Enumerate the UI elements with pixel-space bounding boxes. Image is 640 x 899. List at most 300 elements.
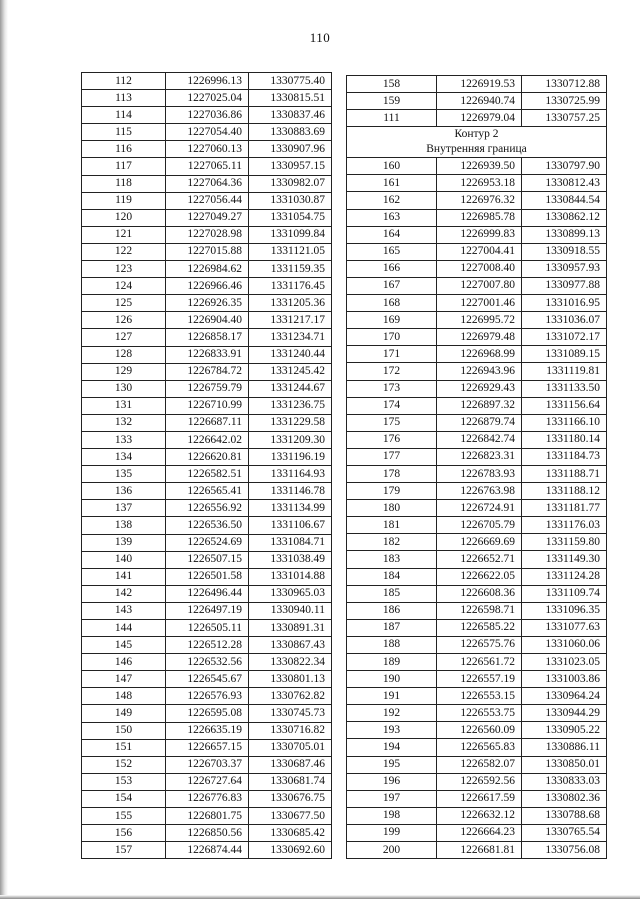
point-number-cell: 119 bbox=[82, 192, 166, 209]
x-coordinate-cell: 1226996.13 bbox=[166, 73, 249, 90]
point-number-cell: 155 bbox=[82, 808, 166, 825]
point-number-cell: 186 bbox=[347, 602, 437, 619]
point-number-cell: 130 bbox=[82, 380, 166, 397]
x-coordinate-cell: 1226874.44 bbox=[166, 842, 249, 859]
point-number-cell: 184 bbox=[347, 568, 437, 585]
table-row bbox=[347, 619, 607, 636]
x-coordinate-cell: 1226664.23 bbox=[437, 824, 522, 841]
y-coordinate-cell: 1330765.54 bbox=[522, 824, 607, 841]
point-number-cell: 182 bbox=[347, 534, 437, 551]
table-row bbox=[82, 534, 332, 551]
y-coordinate-cell: 1331244.67 bbox=[249, 380, 332, 397]
point-number-cell: 127 bbox=[82, 329, 166, 346]
table-row bbox=[347, 534, 607, 551]
point-number-cell: 152 bbox=[82, 756, 166, 773]
y-coordinate-cell: 1331159.35 bbox=[249, 261, 332, 278]
table-row bbox=[347, 158, 607, 175]
point-number-cell: 124 bbox=[82, 278, 166, 295]
point-number-cell: 163 bbox=[347, 209, 437, 226]
y-coordinate-cell: 1331036.07 bbox=[522, 312, 607, 329]
table-row bbox=[347, 602, 607, 619]
y-coordinate-cell: 1330745.73 bbox=[249, 705, 332, 722]
point-number-cell: 145 bbox=[82, 637, 166, 654]
y-coordinate-cell: 1331077.63 bbox=[522, 619, 607, 636]
x-coordinate-cell: 1226557.19 bbox=[437, 671, 522, 688]
x-coordinate-cell: 1226507.15 bbox=[166, 551, 249, 568]
y-coordinate-cell: 1331188.12 bbox=[522, 483, 607, 500]
x-coordinate-cell: 1226501.58 bbox=[166, 568, 249, 585]
table-row bbox=[347, 363, 607, 380]
x-coordinate-cell: 1226801.75 bbox=[166, 808, 249, 825]
table-row bbox=[82, 722, 332, 739]
scan-bottom-shadow bbox=[0, 895, 640, 899]
table-row bbox=[347, 705, 607, 722]
point-number-cell: 176 bbox=[347, 431, 437, 448]
y-coordinate-cell: 1330862.12 bbox=[522, 209, 607, 226]
y-coordinate-cell: 1331038.49 bbox=[249, 551, 332, 568]
x-coordinate-cell: 1226681.81 bbox=[437, 842, 522, 859]
x-coordinate-cell: 1226560.09 bbox=[437, 722, 522, 739]
y-coordinate-cell: 1331133.50 bbox=[522, 380, 607, 397]
y-coordinate-cell: 1331023.05 bbox=[522, 654, 607, 671]
x-coordinate-cell: 1226582.07 bbox=[437, 756, 522, 773]
point-number-cell: 166 bbox=[347, 260, 437, 277]
table-row bbox=[347, 346, 607, 363]
x-coordinate-cell: 1226705.79 bbox=[437, 517, 522, 534]
point-number-cell: 125 bbox=[82, 295, 166, 312]
y-coordinate-cell: 1330677.50 bbox=[249, 808, 332, 825]
table-row bbox=[82, 209, 332, 226]
y-coordinate-cell: 1330801.13 bbox=[249, 671, 332, 688]
x-coordinate-cell: 1226833.91 bbox=[166, 346, 249, 363]
table-row bbox=[82, 739, 332, 756]
table-row bbox=[82, 278, 332, 295]
point-number-cell: 168 bbox=[347, 295, 437, 312]
y-coordinate-cell: 1331245.42 bbox=[249, 363, 332, 380]
x-coordinate-cell: 1226553.75 bbox=[437, 705, 522, 722]
table-row bbox=[347, 483, 607, 500]
point-number-cell: 181 bbox=[347, 517, 437, 534]
table-row bbox=[82, 808, 332, 825]
point-number-cell: 189 bbox=[347, 654, 437, 671]
table-row bbox=[82, 346, 332, 363]
x-coordinate-cell: 1226652.71 bbox=[437, 551, 522, 568]
table-row bbox=[347, 277, 607, 294]
point-number-cell: 120 bbox=[82, 209, 166, 226]
table-row bbox=[82, 107, 332, 124]
point-number-cell: 158 bbox=[347, 76, 437, 93]
y-coordinate-cell: 1331217.17 bbox=[249, 312, 332, 329]
y-coordinate-cell: 1330712.88 bbox=[522, 76, 607, 93]
point-number-cell: 188 bbox=[347, 636, 437, 653]
x-coordinate-cell: 1226823.31 bbox=[437, 448, 522, 465]
contour-title: Контур 2 bbox=[454, 128, 499, 141]
contour-subtitle: Внутренняя граница bbox=[426, 143, 527, 156]
table-row bbox=[347, 209, 607, 226]
point-number-cell: 133 bbox=[82, 431, 166, 448]
y-coordinate-cell: 1330822.34 bbox=[249, 654, 332, 671]
y-coordinate-cell: 1330867.43 bbox=[249, 637, 332, 654]
y-coordinate-cell: 1330692.60 bbox=[249, 842, 332, 859]
point-number-cell: 193 bbox=[347, 722, 437, 739]
point-number-cell: 167 bbox=[347, 277, 437, 294]
table-row bbox=[347, 192, 607, 209]
x-coordinate-cell: 1227001.46 bbox=[437, 295, 522, 312]
x-coordinate-cell: 1226724.91 bbox=[437, 500, 522, 517]
table-row bbox=[347, 671, 607, 688]
table-row bbox=[347, 585, 607, 602]
table-row bbox=[347, 551, 607, 568]
point-number-cell: 169 bbox=[347, 312, 437, 329]
point-number-cell: 180 bbox=[347, 500, 437, 517]
x-coordinate-cell: 1226536.50 bbox=[166, 517, 249, 534]
point-number-cell: 156 bbox=[82, 825, 166, 842]
table-row bbox=[82, 671, 332, 688]
x-coordinate-cell: 1226575.76 bbox=[437, 636, 522, 653]
right-table-top-body bbox=[347, 76, 607, 127]
x-coordinate-cell: 1226608.36 bbox=[437, 585, 522, 602]
table-row bbox=[82, 312, 332, 329]
y-coordinate-cell: 1331016.95 bbox=[522, 295, 607, 312]
y-coordinate-cell: 1331134.99 bbox=[249, 500, 332, 517]
x-coordinate-cell: 1226505.11 bbox=[166, 620, 249, 637]
point-number-cell: 192 bbox=[347, 705, 437, 722]
y-coordinate-cell: 1330725.99 bbox=[522, 93, 607, 110]
y-coordinate-cell: 1330982.07 bbox=[249, 175, 332, 192]
point-number-cell: 199 bbox=[347, 824, 437, 841]
point-number-cell: 162 bbox=[347, 192, 437, 209]
x-coordinate-cell: 1226576.93 bbox=[166, 688, 249, 705]
y-coordinate-cell: 1331084.71 bbox=[249, 534, 332, 551]
point-number-cell: 151 bbox=[82, 739, 166, 756]
point-number-cell: 122 bbox=[82, 243, 166, 260]
x-coordinate-cell: 1226545.67 bbox=[166, 671, 249, 688]
x-coordinate-cell: 1226565.41 bbox=[166, 483, 249, 500]
x-coordinate-cell: 1226939.50 bbox=[437, 158, 522, 175]
point-number-cell: 128 bbox=[82, 346, 166, 363]
y-coordinate-cell: 1330918.55 bbox=[522, 243, 607, 260]
y-coordinate-cell: 1330891.31 bbox=[249, 620, 332, 637]
table-row bbox=[82, 243, 332, 260]
x-coordinate-cell: 1227015.88 bbox=[166, 243, 249, 260]
point-number-cell: 197 bbox=[347, 790, 437, 807]
table-row bbox=[347, 312, 607, 329]
x-coordinate-cell: 1226759.79 bbox=[166, 380, 249, 397]
table-row bbox=[82, 124, 332, 141]
x-coordinate-cell: 1226727.64 bbox=[166, 773, 249, 790]
y-coordinate-cell: 1331236.75 bbox=[249, 397, 332, 414]
x-coordinate-cell: 1226585.22 bbox=[437, 619, 522, 636]
y-coordinate-cell: 1330676.75 bbox=[249, 790, 332, 807]
table-row bbox=[82, 825, 332, 842]
table-row bbox=[82, 756, 332, 773]
y-coordinate-cell: 1330907.96 bbox=[249, 141, 332, 158]
x-coordinate-cell: 1227060.13 bbox=[166, 141, 249, 158]
table-row bbox=[347, 226, 607, 243]
x-coordinate-cell: 1226532.56 bbox=[166, 654, 249, 671]
point-number-cell: 111 bbox=[347, 110, 437, 127]
contour-heading-body bbox=[347, 127, 607, 158]
page-number: 110 bbox=[309, 30, 331, 45]
y-coordinate-cell: 1331030.87 bbox=[249, 192, 332, 209]
table-row bbox=[347, 773, 607, 790]
table-row bbox=[82, 585, 332, 602]
y-coordinate-cell: 1331240.44 bbox=[249, 346, 332, 363]
left-table-body bbox=[82, 73, 332, 859]
table-row bbox=[82, 363, 332, 380]
table-row bbox=[82, 414, 332, 431]
y-coordinate-cell: 1330957.93 bbox=[522, 260, 607, 277]
x-coordinate-cell: 1226784.72 bbox=[166, 363, 249, 380]
scan-edge-shadow bbox=[0, 0, 8, 899]
point-number-cell: 190 bbox=[347, 671, 437, 688]
y-coordinate-cell: 1330797.90 bbox=[522, 158, 607, 175]
x-coordinate-cell: 1227065.11 bbox=[166, 158, 249, 175]
x-coordinate-cell: 1226985.78 bbox=[437, 209, 522, 226]
table-row bbox=[82, 380, 332, 397]
table-row bbox=[82, 688, 332, 705]
coordinates-table-left bbox=[81, 72, 332, 859]
table-row bbox=[82, 397, 332, 414]
x-coordinate-cell: 1227054.40 bbox=[166, 124, 249, 141]
y-coordinate-cell: 1330802.36 bbox=[522, 790, 607, 807]
x-coordinate-cell: 1226763.98 bbox=[437, 483, 522, 500]
x-coordinate-cell: 1226904.40 bbox=[166, 312, 249, 329]
point-number-cell: 134 bbox=[82, 449, 166, 466]
point-number-cell: 140 bbox=[82, 551, 166, 568]
x-coordinate-cell: 1227004.41 bbox=[437, 243, 522, 260]
x-coordinate-cell: 1226592.56 bbox=[437, 773, 522, 790]
point-number-cell: 113 bbox=[82, 90, 166, 107]
table-row bbox=[82, 175, 332, 192]
point-number-cell: 198 bbox=[347, 807, 437, 824]
point-number-cell: 187 bbox=[347, 619, 437, 636]
x-coordinate-cell: 1226919.53 bbox=[437, 76, 522, 93]
y-coordinate-cell: 1331180.14 bbox=[522, 431, 607, 448]
table-row bbox=[347, 739, 607, 756]
table-row bbox=[82, 192, 332, 209]
x-coordinate-cell: 1226879.74 bbox=[437, 414, 522, 431]
table-row bbox=[82, 568, 332, 585]
y-coordinate-cell: 1330850.01 bbox=[522, 756, 607, 773]
y-coordinate-cell: 1331149.30 bbox=[522, 551, 607, 568]
point-number-cell: 160 bbox=[347, 158, 437, 175]
y-coordinate-cell: 1331164.93 bbox=[249, 466, 332, 483]
x-coordinate-cell: 1226565.83 bbox=[437, 739, 522, 756]
x-coordinate-cell: 1226858.17 bbox=[166, 329, 249, 346]
point-number-cell: 185 bbox=[347, 585, 437, 602]
point-number-cell: 114 bbox=[82, 107, 166, 124]
y-coordinate-cell: 1331159.80 bbox=[522, 534, 607, 551]
y-coordinate-cell: 1331089.15 bbox=[522, 346, 607, 363]
table-row bbox=[347, 110, 607, 127]
table-row bbox=[347, 824, 607, 841]
y-coordinate-cell: 1331014.88 bbox=[249, 568, 332, 585]
x-coordinate-cell: 1226710.99 bbox=[166, 397, 249, 414]
table-row bbox=[347, 175, 607, 192]
point-number-cell: 154 bbox=[82, 790, 166, 807]
y-coordinate-cell: 1330837.46 bbox=[249, 107, 332, 124]
y-coordinate-cell: 1331166.10 bbox=[522, 414, 607, 431]
x-coordinate-cell: 1226776.83 bbox=[166, 790, 249, 807]
x-coordinate-cell: 1227049.27 bbox=[166, 209, 249, 226]
point-number-cell: 178 bbox=[347, 465, 437, 482]
coordinates-table-right bbox=[346, 75, 607, 859]
y-coordinate-cell: 1330687.46 bbox=[249, 756, 332, 773]
y-coordinate-cell: 1331096.35 bbox=[522, 602, 607, 619]
table-row bbox=[82, 158, 332, 175]
point-number-cell: 179 bbox=[347, 483, 437, 500]
x-coordinate-cell: 1226595.08 bbox=[166, 705, 249, 722]
table-row bbox=[347, 329, 607, 346]
point-number-cell: 144 bbox=[82, 620, 166, 637]
table-row bbox=[347, 500, 607, 517]
table-row bbox=[347, 654, 607, 671]
y-coordinate-cell: 1330964.24 bbox=[522, 688, 607, 705]
y-coordinate-cell: 1331205.36 bbox=[249, 295, 332, 312]
y-coordinate-cell: 1330756.08 bbox=[522, 842, 607, 859]
y-coordinate-cell: 1330899.13 bbox=[522, 226, 607, 243]
table-row bbox=[82, 773, 332, 790]
x-coordinate-cell: 1226524.69 bbox=[166, 534, 249, 551]
y-coordinate-cell: 1331196.19 bbox=[249, 449, 332, 466]
table-row bbox=[82, 654, 332, 671]
x-coordinate-cell: 1226687.11 bbox=[166, 414, 249, 431]
table-row bbox=[82, 500, 332, 517]
table-row bbox=[82, 517, 332, 534]
y-coordinate-cell: 1330944.29 bbox=[522, 705, 607, 722]
table-row bbox=[82, 226, 332, 243]
point-number-cell: 132 bbox=[82, 414, 166, 431]
y-coordinate-cell: 1330965.03 bbox=[249, 585, 332, 602]
x-coordinate-cell: 1226897.32 bbox=[437, 397, 522, 414]
y-coordinate-cell: 1330812.43 bbox=[522, 175, 607, 192]
table-row bbox=[82, 466, 332, 483]
table-row bbox=[82, 705, 332, 722]
table-row bbox=[82, 483, 332, 500]
point-number-cell: 136 bbox=[82, 483, 166, 500]
y-coordinate-cell: 1330940.11 bbox=[249, 602, 332, 619]
x-coordinate-cell: 1227036.86 bbox=[166, 107, 249, 124]
table-row bbox=[347, 243, 607, 260]
table-row bbox=[347, 790, 607, 807]
table-row bbox=[347, 756, 607, 773]
x-coordinate-cell: 1227007.80 bbox=[437, 277, 522, 294]
x-coordinate-cell: 1226984.62 bbox=[166, 261, 249, 278]
x-coordinate-cell: 1226940.74 bbox=[437, 93, 522, 110]
contour-heading-row bbox=[347, 127, 607, 158]
point-number-cell: 146 bbox=[82, 654, 166, 671]
point-number-cell: 170 bbox=[347, 329, 437, 346]
x-coordinate-cell: 1226953.18 bbox=[437, 175, 522, 192]
y-coordinate-cell: 1331109.74 bbox=[522, 585, 607, 602]
table-row bbox=[347, 93, 607, 110]
x-coordinate-cell: 1227028.98 bbox=[166, 226, 249, 243]
table-row bbox=[82, 551, 332, 568]
point-number-cell: 153 bbox=[82, 773, 166, 790]
table-row bbox=[82, 329, 332, 346]
point-number-cell: 121 bbox=[82, 226, 166, 243]
y-coordinate-cell: 1331106.67 bbox=[249, 517, 332, 534]
point-number-cell: 196 bbox=[347, 773, 437, 790]
point-number-cell: 131 bbox=[82, 397, 166, 414]
point-number-cell: 161 bbox=[347, 175, 437, 192]
x-coordinate-cell: 1226842.74 bbox=[437, 431, 522, 448]
y-coordinate-cell: 1331176.03 bbox=[522, 517, 607, 534]
table-row bbox=[347, 465, 607, 482]
y-coordinate-cell: 1330685.42 bbox=[249, 825, 332, 842]
point-number-cell: 183 bbox=[347, 551, 437, 568]
table-row bbox=[347, 76, 607, 93]
x-coordinate-cell: 1226995.72 bbox=[437, 312, 522, 329]
table-row bbox=[82, 790, 332, 807]
x-coordinate-cell: 1226642.02 bbox=[166, 431, 249, 448]
y-coordinate-cell: 1330762.82 bbox=[249, 688, 332, 705]
y-coordinate-cell: 1331181.77 bbox=[522, 500, 607, 517]
x-coordinate-cell: 1226968.99 bbox=[437, 346, 522, 363]
table-row bbox=[347, 414, 607, 431]
y-coordinate-cell: 1331146.78 bbox=[249, 483, 332, 500]
table-row bbox=[82, 602, 332, 619]
y-coordinate-cell: 1330844.54 bbox=[522, 192, 607, 209]
x-coordinate-cell: 1226512.28 bbox=[166, 637, 249, 654]
y-coordinate-cell: 1331124.28 bbox=[522, 568, 607, 585]
point-number-cell: 157 bbox=[82, 842, 166, 859]
point-number-cell: 172 bbox=[347, 363, 437, 380]
x-coordinate-cell: 1226556.92 bbox=[166, 500, 249, 517]
table-row bbox=[82, 431, 332, 448]
x-coordinate-cell: 1226561.72 bbox=[437, 654, 522, 671]
y-coordinate-cell: 1331184.73 bbox=[522, 448, 607, 465]
table-row bbox=[347, 295, 607, 312]
table-row bbox=[347, 397, 607, 414]
y-coordinate-cell: 1330957.15 bbox=[249, 158, 332, 175]
table-row bbox=[82, 141, 332, 158]
point-number-cell: 135 bbox=[82, 466, 166, 483]
y-coordinate-cell: 1330775.40 bbox=[249, 73, 332, 90]
x-coordinate-cell: 1226632.12 bbox=[437, 807, 522, 824]
x-coordinate-cell: 1226635.19 bbox=[166, 722, 249, 739]
table-row bbox=[82, 90, 332, 107]
y-coordinate-cell: 1331234.71 bbox=[249, 329, 332, 346]
table-row bbox=[347, 722, 607, 739]
y-coordinate-cell: 1330886.11 bbox=[522, 739, 607, 756]
table-row bbox=[347, 448, 607, 465]
x-coordinate-cell: 1226966.46 bbox=[166, 278, 249, 295]
table-row bbox=[347, 807, 607, 824]
point-number-cell: 150 bbox=[82, 722, 166, 739]
x-coordinate-cell: 1226582.51 bbox=[166, 466, 249, 483]
point-number-cell: 194 bbox=[347, 739, 437, 756]
x-coordinate-cell: 1227064.36 bbox=[166, 175, 249, 192]
table-row bbox=[82, 842, 332, 859]
y-coordinate-cell: 1331072.17 bbox=[522, 329, 607, 346]
table-row bbox=[347, 568, 607, 585]
contour-heading-cell bbox=[347, 127, 607, 158]
y-coordinate-cell: 1331229.58 bbox=[249, 414, 332, 431]
point-number-cell: 143 bbox=[82, 602, 166, 619]
table-row bbox=[82, 73, 332, 90]
point-number-cell: 174 bbox=[347, 397, 437, 414]
table-row bbox=[82, 295, 332, 312]
table-row bbox=[347, 260, 607, 277]
point-number-cell: 141 bbox=[82, 568, 166, 585]
point-number-cell: 175 bbox=[347, 414, 437, 431]
x-coordinate-cell: 1226979.48 bbox=[437, 329, 522, 346]
x-coordinate-cell: 1226850.56 bbox=[166, 825, 249, 842]
x-coordinate-cell: 1227008.40 bbox=[437, 260, 522, 277]
point-number-cell: 126 bbox=[82, 312, 166, 329]
